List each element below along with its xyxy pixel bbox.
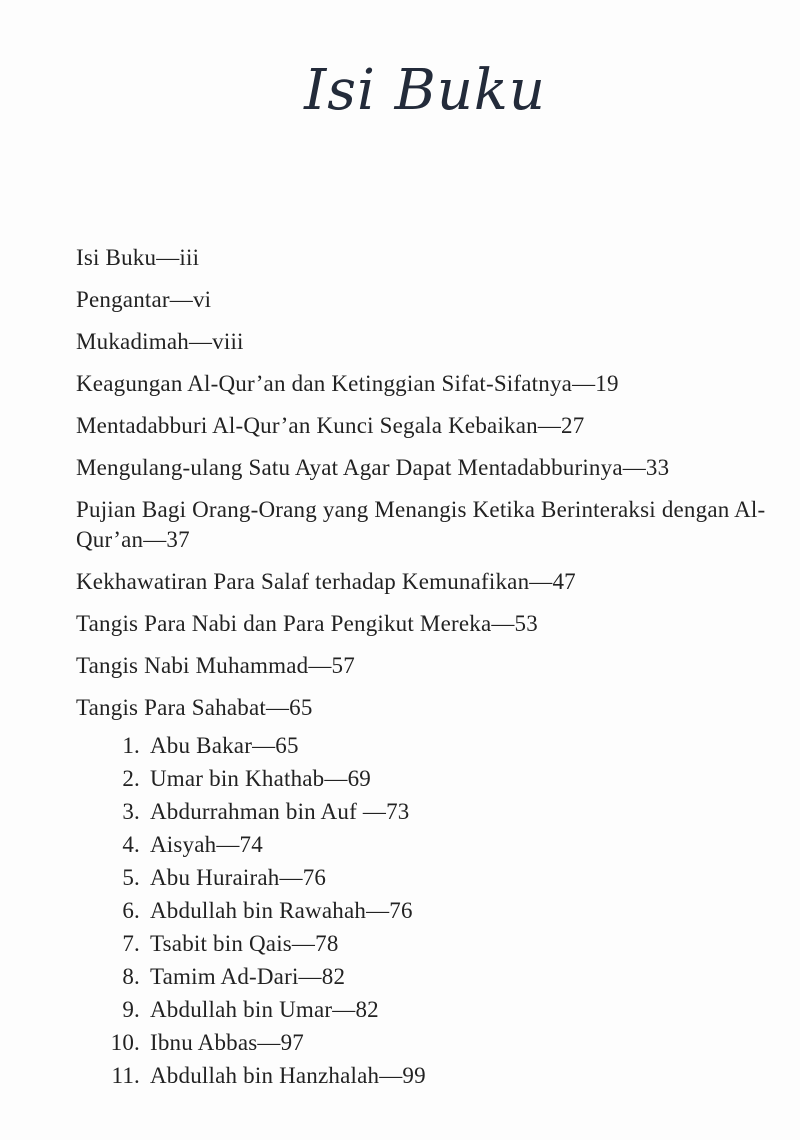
sub-entry xyxy=(76,762,776,795)
toc-entry: Tangis Para Nabi dan Para Pengikut Mereka—53 xyxy=(76,611,538,636)
toc-entry: Mentadabburi Al-Qur’an Kunci Segala Kebaikan—27 xyxy=(76,413,585,438)
sub-entry-label: Tsabit bin Qais—78 xyxy=(150,931,339,956)
toc-entry: Mukadimah—viii xyxy=(76,329,244,354)
toc-entry: Mengulang-ulang Satu Ayat Agar Dapat Mentadabburinya—33 xyxy=(76,455,670,480)
table-of-contents xyxy=(76,243,776,1092)
sub-entry xyxy=(76,729,776,762)
sub-entry-label: Abdullah bin Umar—82 xyxy=(150,997,379,1022)
toc-entry: Tangis Para Sahabat—65 xyxy=(76,695,313,720)
sub-entry-number: 10. xyxy=(110,1030,140,1055)
sub-entry-number: 4. xyxy=(122,832,140,857)
sub-entry-label: Tamim Ad-Dari—82 xyxy=(150,964,346,989)
sub-entry xyxy=(76,894,776,927)
sub-entry-label: Abdullah bin Rawahah—76 xyxy=(150,898,413,923)
sub-entry xyxy=(76,795,776,828)
toc-entry: Pengantar—vi xyxy=(76,287,212,312)
sub-entry-number: 2. xyxy=(122,766,140,791)
sub-entry-label: Abdurrahman bin Auf —73 xyxy=(150,799,410,824)
sub-entry-label: Umar bin Khathab—69 xyxy=(150,766,371,791)
toc-entry: Kekhawatiran Para Salaf terhadap Kemunafikan—47 xyxy=(76,569,576,594)
sub-entry-label: Abu Hurairah—76 xyxy=(150,865,327,890)
sub-entry-number: 3. xyxy=(122,799,140,824)
sub-entry xyxy=(76,927,776,960)
sub-entry-label: Ibnu Abbas—97 xyxy=(150,1030,305,1055)
sub-entry-label: Abu Bakar—65 xyxy=(150,733,299,758)
sub-entry xyxy=(76,993,776,1026)
sub-entry xyxy=(76,861,776,894)
sub-entry-number: 11. xyxy=(111,1063,140,1088)
sub-entry xyxy=(76,1026,776,1059)
toc-entry: Keagungan Al-Qur’an dan Ketinggian Sifat-Sifatnya—19 xyxy=(76,371,619,396)
sub-entry-label: Aisyah—74 xyxy=(150,832,263,857)
toc-entry: Isi Buku—iii xyxy=(76,245,200,270)
sub-entry-number: 7. xyxy=(122,931,140,956)
sub-entry xyxy=(76,828,776,861)
sub-entry-number: 9. xyxy=(122,997,140,1022)
sub-entry-number: 8. xyxy=(122,964,140,989)
sub-entry-number: 1. xyxy=(122,733,140,758)
sub-entry-number: 5. xyxy=(122,865,140,890)
page-title: Isi Buku xyxy=(304,58,546,123)
sub-entry-number: 6. xyxy=(122,898,140,923)
sub-entry-list xyxy=(76,729,776,1092)
sub-entry xyxy=(76,960,776,993)
sub-entry-label: Abdullah bin Hanzhalah—99 xyxy=(150,1063,426,1088)
toc-entry: Pujian Bagi Orang-Orang yang Menangis Ketika Berinteraksi dengan Al-Qur’an—37 xyxy=(76,497,766,552)
toc-entry: Tangis Nabi Muhammad—57 xyxy=(76,653,355,678)
sub-entry xyxy=(76,1059,776,1092)
